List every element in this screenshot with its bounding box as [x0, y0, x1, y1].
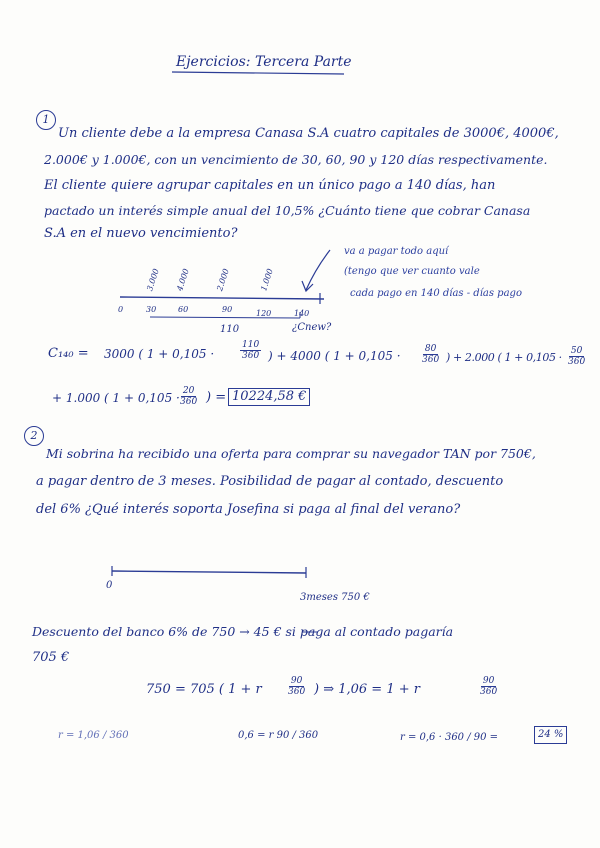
ex1-line-3: El cliente quiere agrupar capitales en un único pago a 140 días, han — [44, 178, 496, 193]
title-underline — [172, 72, 344, 74]
timeline-2-start: 0 — [106, 580, 113, 591]
exercise-1-number: 1 — [36, 110, 56, 130]
exercise-2-number: 2 — [24, 426, 44, 446]
ex2-line-1: Mi sobrina ha recibido una oferta para comprar su navegador TAN por 750€, — [46, 446, 536, 461]
tick-0: 0 — [118, 305, 124, 314]
tick-140: 140 — [294, 309, 310, 318]
note-line-3: cada pago en 140 días - días pago — [350, 288, 522, 299]
ex2-line-2: a pagar dentro de 3 meses. Posibilidad de pagar al contado, descuento — [36, 474, 504, 489]
tick-30: 30 — [146, 305, 157, 314]
tick-60: 60 — [178, 305, 189, 314]
ex1-line-2: 2.000€ y 1.000€, con un vencimiento de 30, 60, 90 y 120 días respectivamente. — [44, 152, 548, 167]
ex1-line-4: pactado un interés simple anual del 10,5% ¿Cuánto tiene que cobrar Canasa — [44, 203, 531, 218]
capital-label-2: 4.000 — [175, 267, 191, 293]
note-arrow — [306, 250, 330, 290]
equation-1-mid: ) ⇒ 1,06 = 1 + r — [314, 682, 420, 697]
note-line-2: (tengo que ver cuanto vale — [344, 266, 480, 277]
formula-term-4: + 1.000 ( 1 + 0,105 · — [52, 391, 180, 405]
formula-term-2: ) + 4000 ( 1 + 0,105 · — [268, 349, 401, 363]
equation-2a: 0,6 = r 90 / 360 — [238, 730, 319, 741]
equation-1-fraction-a: $\frac{90}{360}$ — [288, 676, 306, 697]
cnew-label: ¿Cnew? — [292, 322, 332, 333]
exercise-1-result: 10224,58 € — [228, 388, 310, 406]
timeline-2 — [112, 571, 306, 573]
fraction-3: $\frac{50}{360}$ — [568, 346, 586, 367]
ex2-line-3: del 6% ¿Qué interés soporta Josefina si paga al final del verano? — [36, 502, 461, 517]
capital-label-3: 2.000 — [215, 267, 231, 293]
equation-1-left: 750 = 705 ( 1 + r — [146, 682, 262, 697]
equation-2b: r = 0,6 · 360 / 90 = — [400, 732, 499, 743]
note-line-1: va a pagar todo aquí — [344, 246, 449, 257]
fraction-1: $\frac{110}{360}$ — [242, 340, 260, 361]
formula-lhs: C₁₄₀ = — [48, 346, 89, 361]
descuento-line-2: 705 € — [32, 650, 70, 665]
formula-close: ) = — [206, 390, 227, 405]
tick-90: 90 — [222, 305, 233, 314]
tick-120: 120 — [256, 309, 272, 318]
capital-label-4: 1.000 — [259, 267, 275, 293]
equation-1-fraction-b: $\frac{90}{360}$ — [480, 676, 498, 697]
capital-label-1: 3.000 — [145, 267, 161, 293]
fraction-4: $\frac{20}{360}$ — [180, 386, 198, 407]
ex1-line-1: Un cliente debe a la empresa Canasa S.A cuatro capitales de 3000€, 4000€, — [58, 126, 559, 141]
fraction-2: $\frac{80}{360}$ — [422, 344, 440, 365]
timeline-1 — [120, 297, 324, 299]
page-title: Ejercicios: Tercera Parte — [176, 54, 352, 70]
scratch-work: r = 1,06 / 360 — [58, 730, 129, 741]
descuento-line-1: Descuento del banco 6% de 750 → 45 € si paga al contado pagaría — [32, 624, 454, 639]
brace-label: 110 — [220, 324, 240, 335]
formula-term-3: ) + 2.000 ( 1 + 0,105 · — [446, 351, 562, 364]
exercise-2-result: 24 % — [534, 726, 567, 744]
ex1-line-5: S.A en el nuevo vencimiento? — [44, 226, 238, 241]
formula-term-1: 3000 ( 1 + 0,105 · — [104, 347, 215, 361]
timeline-2-end: 3meses 750 € — [300, 592, 370, 603]
